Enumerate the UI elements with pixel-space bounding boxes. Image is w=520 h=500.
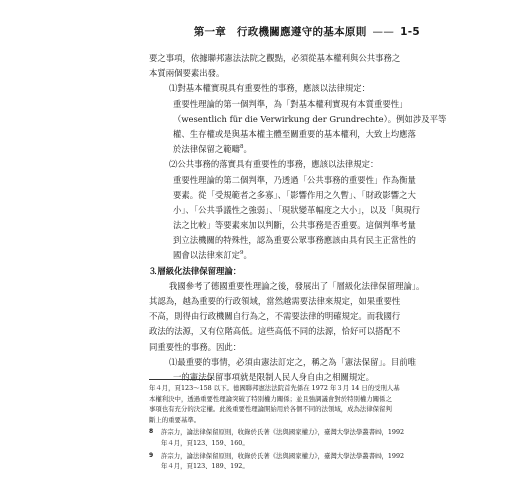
item-2-line: 法之比較」等要素來加以判斷，公共事務是否重要。這個判準考量 <box>173 220 416 231</box>
item-2-line: 重要性理論的第二個判準，乃透過「公共事務的重要性」作為衡量 <box>173 174 416 185</box>
section-line: 不高，則得由行政機關自行為之，不需要法律的明確規定。而我國行 <box>149 311 401 322</box>
footnote-line: 年４月，頁123、159、160。 <box>161 438 249 447</box>
footnote-divider <box>149 379 211 380</box>
item-2-title: ⑵公共事務的落實具有重要性的事務，應該以法律規定： <box>169 159 379 170</box>
footnote-line: 許宗力，論法律保留原則，收錄於氏著《法與國家權力》，臺灣大學法學叢書㈣，1992 <box>161 428 405 437</box>
running-header <box>150 24 420 40</box>
item-1-line: 權、生存權或是與基本權主體至關重要的基本權利，大致上均應落 <box>173 128 416 139</box>
section-heading: ⒊層級化法律保留理論： <box>149 265 242 276</box>
item-2-line: 小」、「公共爭議性之強弱」、「現狀變革幅度之大小」，以及「與現行 <box>173 204 421 215</box>
body-text <box>149 51 447 385</box>
paragraph-line: 要之事項，依據聯邦憲法法院之觀點，必須從基本權利與公共事務之 <box>149 53 401 63</box>
item-2-line <box>149 248 421 263</box>
footnote-8 <box>149 427 421 448</box>
section-line: 其認為，越為重要的行政領域，當然越需要法律來規定，如果重要性 <box>149 296 401 306</box>
footnote-line: 年４月，頁123、189、192。 <box>161 462 249 471</box>
paragraph-line: 本質兩個要素出發。 <box>149 68 225 79</box>
footnote-marker: 9 <box>149 451 154 459</box>
footnote-ref-8[interactable]: 8 <box>240 144 244 151</box>
footnote-line: 斷上的重要基準。 <box>149 415 201 424</box>
section-line: 政法的法源，又有位階高低。這些高低不同的法源，恰好可以搭配不 <box>149 326 401 337</box>
section-line: 同重要性的事務。因此： <box>149 341 242 352</box>
footnote-line: 事項也有充分的決定權。此後重要性理論開始用於各個不同的法領域，成為法律保留判 <box>149 405 392 414</box>
item-1-text: 於法律保留之範疇 <box>173 144 240 155</box>
footnote-line: 本權利決中，透過重要性理論突破了特別權力關係；並且強調議會對於特別權力關係之 <box>149 394 392 403</box>
footnote-ref-9[interactable]: 9 <box>240 250 244 257</box>
footnote-9 <box>149 451 421 472</box>
item-2-text-end: 。 <box>243 250 252 261</box>
item-1-title: ⑴對基本權實現具有重要性的事務，應該以法律規定： <box>169 83 370 94</box>
section-line: 我國參考了德國重要性理論之後，發展出了「層級化法律保留理論」。 <box>169 280 425 291</box>
item-2-line: 到立法機關的特殊性，認為重要公眾事務應該由具有民主正當性的 <box>173 235 416 246</box>
item-2-text: 國會以法律來訂定 <box>173 250 240 261</box>
item-1-line <box>149 142 421 157</box>
footnote-continuation <box>149 383 421 425</box>
subitem-1-line: ⑴最重要的事情，必須由憲法訂定之，稱之為「憲法保留」。目前唯 <box>169 356 417 367</box>
footnotes <box>149 383 421 472</box>
footnote-marker: 8 <box>149 428 154 436</box>
item-1-line: 重要性理論的第一個判準，為「對基本權利實現有本質重要性」 <box>173 98 408 109</box>
header-dash: —— <box>372 26 395 38</box>
item-1-line: （wesentlich für die Verwirkung der Grundrechte）。例如涉及平等 <box>173 113 447 124</box>
subitem-1-line: 一的憲法保留事項就是限制人民人身自由之相關規定。 <box>173 371 374 382</box>
chapter-title: 第一章 行政機關應遵守的基本原則 <box>193 26 367 38</box>
item-1-text-end: 。 <box>243 144 252 155</box>
page-number: 1-5 <box>400 26 420 38</box>
footnote-line: 年４月，頁123～158 以下。德國聯邦憲法法院首先係在 1972 年３月 14 日的受刑人基 <box>149 384 400 392</box>
footnote-line: 許宗力，論法律保留原則，收錄於氏著《法與國家權力》，臺灣大學法學叢書㈣，1992 <box>161 451 405 460</box>
item-2-line: 要素。從「受規範者之多寡」、「影響作用之久暫」、「財政影響之大 <box>173 189 416 200</box>
